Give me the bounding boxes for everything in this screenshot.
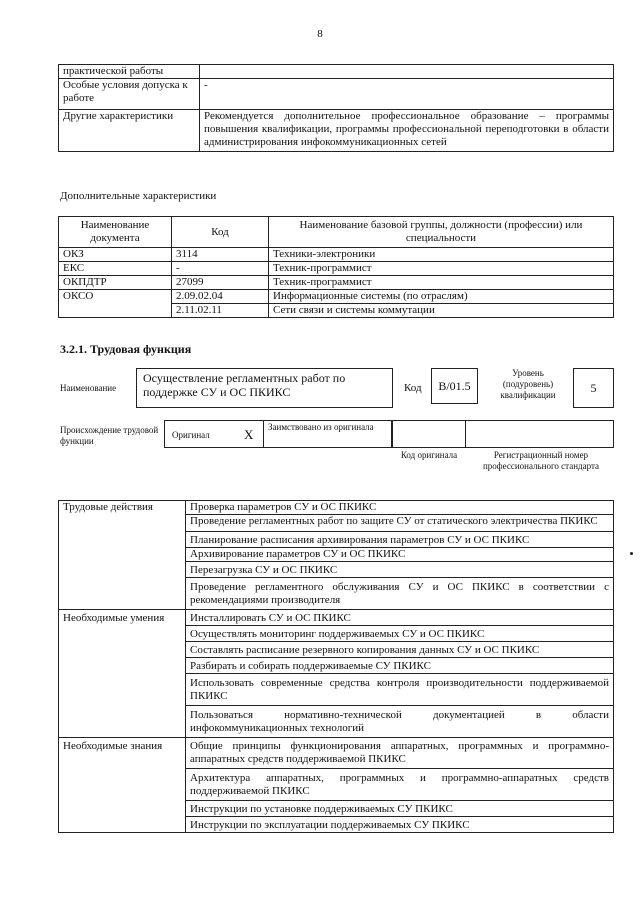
row-label: практической работы	[59, 65, 200, 79]
table-row	[59, 817, 614, 833]
item-cell: Проведение регламентных работ по защите СУ от статического электричества ПКИКС	[186, 515, 614, 532]
original-code-caption: Код оригинала	[400, 450, 458, 460]
group-label-spacer	[59, 578, 186, 610]
group-label-spacer	[59, 769, 186, 801]
item-cell: Общие принципы функционирования аппаратных, программных и программно-аппаратных средств поддерживаемой ПКИКС	[186, 738, 614, 769]
margin-dot	[630, 552, 633, 555]
group-label-spacer	[59, 626, 186, 642]
name-cell: Техники-электроники	[269, 248, 614, 262]
characteristics-table	[58, 64, 614, 152]
group-label-spacer	[59, 642, 186, 658]
doc-cell: ЕКС	[59, 262, 172, 276]
group-label: Необходимые знания	[59, 738, 186, 769]
original-code-box	[392, 420, 466, 448]
code-label: Код	[404, 382, 422, 394]
item-cell: Составлять расписание резервного копирования данных СУ и ОС ПКИКС	[186, 642, 614, 658]
table-row	[59, 79, 614, 110]
row-value	[200, 65, 614, 79]
table-row	[59, 610, 614, 626]
item-cell: Инструкции по эксплуатации поддерживаемых СУ ПКИКС	[186, 817, 614, 833]
group-label-spacer	[59, 548, 186, 562]
classifiers-table	[58, 216, 614, 318]
group-label-spacer	[59, 515, 186, 532]
labor-function-table	[58, 500, 614, 833]
code-cell: 3114	[172, 248, 269, 262]
origin-label: Происхождение трудовой функции	[60, 425, 159, 446]
table-row	[59, 110, 614, 152]
table-row	[59, 706, 614, 738]
item-cell: Архитектура аппаратных, программных и программно-аппаратных средств поддерживаемой ПКИКС	[186, 769, 614, 801]
code-cell: 27099	[172, 276, 269, 290]
original-mark: X	[244, 427, 254, 442]
name-cell: Информационные системы (по отраслям)	[269, 290, 614, 304]
table-row	[59, 276, 614, 290]
table-row	[59, 532, 614, 548]
item-cell: Планирование расписания архивирования параметров СУ и ОС ПКИКС	[186, 532, 614, 548]
name-cell: Техник-программист	[269, 276, 614, 290]
table-row	[59, 769, 614, 801]
table-row	[59, 262, 614, 276]
table-row	[59, 738, 614, 769]
item-cell: Архивирование параметров СУ и ОС ПКИКС	[186, 548, 614, 562]
group-label-spacer	[59, 562, 186, 578]
doc-cell: ОКПДТР	[59, 276, 172, 290]
registration-number-box	[465, 420, 614, 448]
group-label-spacer	[59, 801, 186, 817]
group-label-spacer	[59, 532, 186, 548]
row-value: -	[200, 79, 614, 110]
divider	[263, 420, 264, 448]
qualification-level-box: 5	[573, 368, 614, 408]
item-cell: Разбирать и собирать поддерживаемые СУ ПКИКС	[186, 658, 614, 674]
item-cell: Осуществлять мониторинг поддерживаемых СУ и ОС ПКИКС	[186, 626, 614, 642]
qualification-level-label: Уровень (подуровень) квалификации	[500, 368, 556, 400]
table-row	[59, 290, 614, 304]
name-cell: Техник-программист	[269, 262, 614, 276]
code-cell: -	[172, 262, 269, 276]
table-row	[59, 578, 614, 610]
row-label: Другие характеристики	[59, 110, 200, 152]
item-cell: Инсталлировать СУ и ОС ПКИКС	[186, 610, 614, 626]
table-row	[59, 248, 614, 262]
column-header: Наименование базовой группы, должности (профессии) или специальности	[269, 217, 614, 248]
item-cell: Перезагрузка СУ и ОС ПКИКС	[186, 562, 614, 578]
name-label: Наименование	[60, 383, 117, 393]
table-row	[59, 801, 614, 817]
registration-number-caption: Регистрационный номер профессионального стандарта	[482, 450, 600, 471]
table-row	[59, 548, 614, 562]
item-cell: Проведение регламентного обслуживания СУ и ОС ПКИКС в соответствии с рекомендациями производителя	[186, 578, 614, 610]
function-name-box: Осуществление регламентных работ по поддержке СУ и ОС ПКИКС	[136, 368, 393, 408]
item-cell: Пользоваться нормативно-технической документацией в области инфокоммуникационных технологий	[186, 706, 614, 738]
table-row	[59, 515, 614, 532]
additional-characteristics-title: Дополнительные характеристики	[60, 190, 217, 202]
group-label-spacer	[59, 658, 186, 674]
function-code-box: B/01.5	[431, 368, 478, 404]
code-cell: 2.09.02.04	[172, 290, 269, 304]
table-row	[59, 501, 614, 515]
group-label-spacer	[59, 706, 186, 738]
name-cell: Сети связи и системы коммутации	[269, 304, 614, 318]
doc-cell: ОКСО	[59, 290, 172, 318]
section-title: 3.2.1. Трудовая функция	[60, 342, 192, 356]
doc-cell: ОКЗ	[59, 248, 172, 262]
table-row	[59, 65, 614, 79]
column-header: Код	[172, 217, 269, 248]
table-row	[59, 658, 614, 674]
table-row	[59, 674, 614, 706]
page-number: 8	[317, 28, 323, 40]
borrowed-label: Заимствовано из оригинала	[268, 422, 374, 432]
row-value: Рекомендуется дополнительное профессиональное образование – программы повышения квалификации, программы профессиональной переподготовки в области администрирования инфокоммуникационных сетей	[200, 110, 614, 152]
group-label-spacer	[59, 674, 186, 706]
group-label-spacer	[59, 817, 186, 833]
table-header-row	[59, 217, 614, 248]
group-label: Необходимые умения	[59, 610, 186, 626]
original-label: Оригинал	[172, 430, 210, 440]
column-header: Наименование документа	[59, 217, 172, 248]
item-cell: Инструкции по установке поддерживаемых СУ ПКИКС	[186, 801, 614, 817]
item-cell: Проверка параметров СУ и ОС ПКИКС	[186, 501, 614, 515]
code-cell: 2.11.02.11	[172, 304, 269, 318]
table-row	[59, 642, 614, 658]
row-label: Особые условия допуска к работе	[59, 79, 200, 110]
item-cell: Использовать современные средства контроля производительности поддерживаемой ПКИКС	[186, 674, 614, 706]
table-row	[59, 626, 614, 642]
table-row	[59, 562, 614, 578]
group-label: Трудовые действия	[59, 501, 186, 515]
